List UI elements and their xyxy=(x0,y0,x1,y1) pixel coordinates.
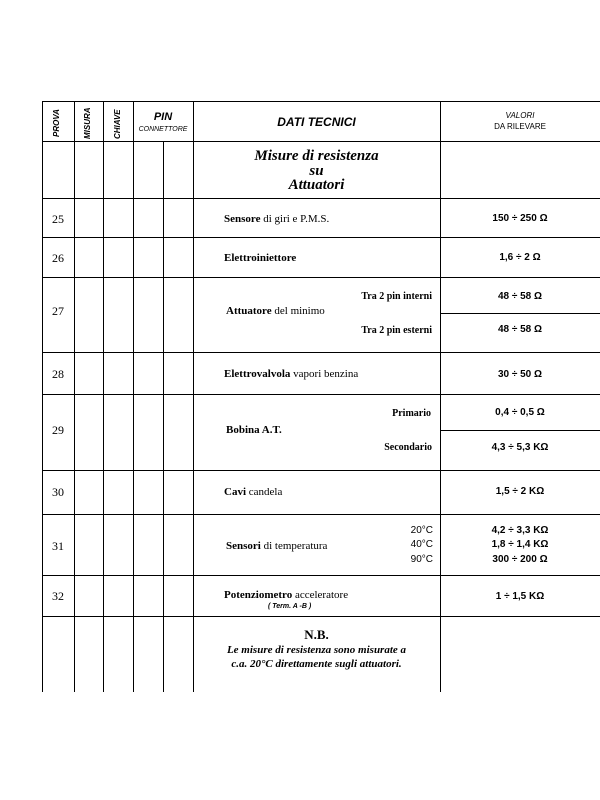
section-title-line2: su xyxy=(309,163,324,179)
table-divider xyxy=(42,277,600,278)
header-misura: MISURA xyxy=(83,107,92,139)
row-number: 32 xyxy=(52,589,64,603)
table-divider xyxy=(42,237,600,238)
table-divider xyxy=(42,394,600,395)
header-dati-tecnici: DATI TECNICI xyxy=(277,115,356,129)
row-value: 4,3 ÷ 5,3 KΩ xyxy=(491,442,549,453)
row-description: Sensori di temperatura xyxy=(226,540,328,552)
temperature-label: 90°C xyxy=(410,554,433,565)
row-number: 30 xyxy=(52,485,64,499)
row-value: 48 ÷ 58 Ω xyxy=(497,324,543,335)
header-valori: VALORI xyxy=(505,111,535,120)
nb-line: c.a. 20°C direttamente sugli attuatori. xyxy=(231,658,402,670)
table-divider xyxy=(440,430,600,431)
header-pin: PIN xyxy=(153,111,173,123)
row-value: 150 ÷ 250 Ω xyxy=(492,213,548,224)
header-prova: PROVA xyxy=(52,109,61,137)
table-divider xyxy=(42,514,600,515)
table-divider xyxy=(440,313,600,314)
row-description: Cavi candela xyxy=(224,486,283,498)
terminal-note: ( Term. A -B ) xyxy=(268,603,312,610)
header-valori-2: DA RILEVARE xyxy=(494,122,546,131)
row-number: 31 xyxy=(52,539,64,553)
section-title-line3: Attuatori xyxy=(288,177,345,193)
row-sub-label: Tra 2 pin esterni xyxy=(361,325,432,336)
row-description: Attuatore del minimo xyxy=(226,305,325,317)
table-divider xyxy=(42,575,600,576)
row-number: 28 xyxy=(52,367,64,381)
table-border-top xyxy=(42,101,600,102)
table-divider xyxy=(42,141,600,142)
row-value: 1 ÷ 1,5 KΩ xyxy=(495,591,545,602)
temperature-label: 40°C xyxy=(410,539,433,550)
row-value: 0,4 ÷ 0,5 Ω xyxy=(495,407,545,418)
row-description: Potenziometro acceleratore xyxy=(224,589,349,601)
table-divider xyxy=(42,616,600,617)
row-value: 1,6 ÷ 2 Ω xyxy=(499,252,541,263)
row-number: 27 xyxy=(52,304,64,318)
table-divider xyxy=(42,470,600,471)
header-connettore: CONNETTORE xyxy=(138,126,188,133)
column-line xyxy=(133,101,134,692)
row-description: Sensore di giri e P.M.S. xyxy=(224,213,330,225)
row-sub-label: Secondario xyxy=(384,442,432,453)
header-chiave: CHIAVE xyxy=(113,109,122,139)
row-number: 25 xyxy=(52,212,64,226)
nb-line: Le misure di resistenza sono misurate a xyxy=(226,644,407,656)
column-line xyxy=(103,101,104,692)
table-divider xyxy=(42,198,600,199)
row-sub-label: Primario xyxy=(392,408,431,419)
column-line xyxy=(440,101,441,692)
section-title-line1: Misure di resistenza xyxy=(254,148,379,164)
row-sub-label: Tra 2 pin interni xyxy=(361,291,432,302)
row-value: 300 ÷ 200 Ω xyxy=(492,554,548,565)
row-description: Elettroiniettore xyxy=(224,252,297,264)
row-value: 1,8 ÷ 1,4 KΩ xyxy=(491,539,549,550)
row-number: 29 xyxy=(52,423,64,437)
column-line xyxy=(163,141,164,692)
row-value: 1,5 ÷ 2 KΩ xyxy=(495,486,545,497)
row-value: 4,2 ÷ 3,3 KΩ xyxy=(491,525,549,536)
row-value: 48 ÷ 58 Ω xyxy=(497,291,543,302)
row-description: Elettrovalvola vapori benzina xyxy=(224,368,359,380)
table-divider xyxy=(42,352,600,353)
row-number: 26 xyxy=(52,251,64,265)
row-description: Bobina A.T. xyxy=(226,424,282,436)
temperature-label: 20°C xyxy=(410,525,433,536)
column-line xyxy=(74,101,75,692)
nb-title: N.B. xyxy=(304,627,329,642)
row-value: 30 ÷ 50 Ω xyxy=(497,369,543,380)
